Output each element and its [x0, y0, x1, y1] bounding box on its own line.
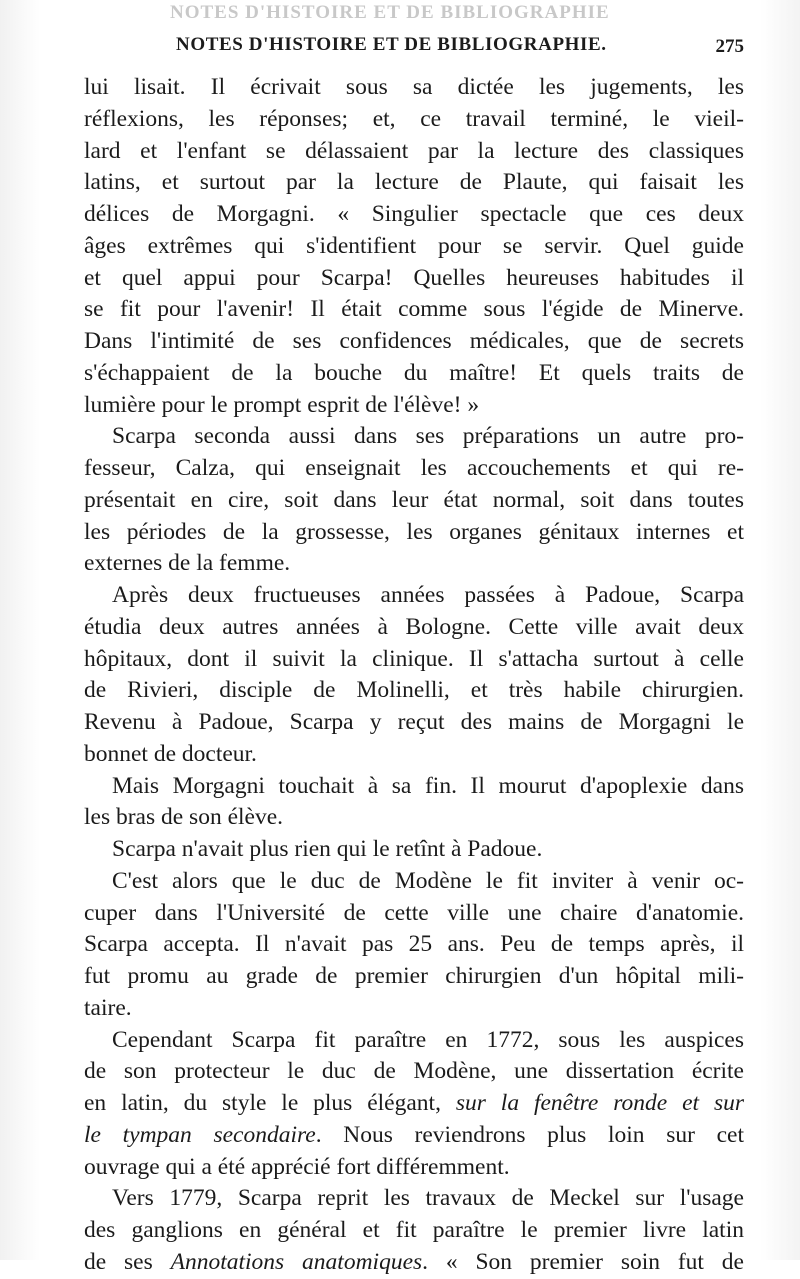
italic-title: Annotations anatomiques [170, 1248, 423, 1275]
text-line: lui lisait. Il écrivait sous sa dictée les jugements, les [84, 74, 744, 100]
text-line: étudia deux autres années à Bologne. Cette ville avait deux [84, 613, 744, 640]
text-line: délices de Morgagni. « Singulier spectacle que ces deux [84, 201, 744, 227]
text-line: ouvrage qui a été apprécié fort différemment. [84, 1153, 510, 1180]
line-text: . Nous reviendrons plus loin sur cet [315, 1121, 744, 1148]
text-line: bonnet de docteur. [84, 740, 257, 767]
text-line: les périodes de la grossesse, les organes génitaux internes et [84, 518, 744, 545]
text-line: de son protecteur le duc de Modène, une dissertation écrite [84, 1058, 744, 1085]
text-line: taire. [84, 994, 132, 1021]
text-line: Après deux fructueuses années passées à Padoue, Scarpa [112, 582, 744, 608]
text-line: Scarpa accepta. Il n'avait pas 25 ans. Peu de temps après, il [84, 931, 744, 958]
text-line: hôpitaux, dont il suivit la clinique. Il s'attacha surtout à celle [84, 645, 744, 672]
italic-title: le tympan secondaire [84, 1121, 316, 1148]
text-line: externes de la femme. [84, 550, 291, 577]
text-line [84, 1247, 744, 1279]
text-line: C'est alors que le duc de Modène le fit inviter à venir oc- [112, 867, 744, 894]
text-line: lumière pour le prompt esprit de l'élève! » [84, 391, 480, 418]
line-text: en latin, du style le plus élégant, [84, 1090, 456, 1116]
text-line: de Rivieri, disciple de Molinelli, et très habile chirurgien. [84, 677, 744, 704]
text-line [84, 1120, 744, 1152]
line-text: . « Son premier soin fut de [422, 1248, 744, 1275]
page-number: 275 [715, 36, 744, 57]
text-line: Scarpa seconda aussi dans ses préparations un autre pro- [112, 423, 744, 450]
body-text [84, 72, 744, 1279]
bleed-through-text: NOTES D'HISTOIRE ET DE BIBLIOGRAPHIE [170, 2, 610, 23]
text-line: Scarpa n'avait plus rien qui le retînt à Padoue. [112, 836, 543, 862]
italic-title: sur la fenêtre ronde et sur [455, 1090, 744, 1116]
text-line: s'échappaient de la bouche du maître! Et quels traits de [84, 359, 744, 386]
text-line: Revenu à Padoue, Scarpa y reçut des mains de Morgagni le [84, 709, 744, 735]
line-text: de ses [84, 1248, 171, 1275]
text-line: réflexions, les réponses; et, ce travail terminé, le vieil- [84, 105, 744, 132]
text-line: fesseur, Calza, qui enseignait les accouchements et qui re- [84, 455, 744, 481]
text-line: Mais Morgagni touchait à sa fin. Il mourut d'apoplexie dans [112, 772, 744, 799]
text-line: cuper dans l'Université de cette ville une chaire d'anatomie. [84, 899, 744, 926]
text-line: Dans l'intimité de ses confidences médicales, que de secrets [84, 328, 744, 354]
text-line: présentait en cire, soit dans leur état normal, soit dans toutes [84, 486, 744, 513]
text-line: Cependant Scarpa fit paraître en 1772, sous les auspices [112, 1026, 744, 1053]
text-line: lard et l'enfant se délassaient par la lecture des classiques [84, 137, 744, 164]
text-line: Vers 1779, Scarpa reprit les travaux de Meckel sur l'usage [112, 1185, 744, 1212]
text-line [84, 1088, 744, 1120]
text-line: les bras de son élève. [84, 804, 284, 831]
text-line: des ganglions en général et fit paraître le premier livre latin [84, 1217, 744, 1243]
text-line: et quel appui pour Scarpa! Quelles heureuses habitudes il [84, 264, 744, 291]
text-line: latins, et surtout par la lecture de Plaute, qui faisait les [84, 169, 744, 196]
text-line: âges extrêmes qui s'identifient pour se servir. Quel guide [84, 232, 744, 259]
page-header [84, 34, 744, 62]
text-line: se fit pour l'avenir! Il était comme sous l'égide de Minerve. [84, 296, 744, 323]
running-head: NOTES D'HISTOIRE ET DE BIBLIOGRAPHIE. [176, 34, 607, 55]
text-line: fut promu au grade de premier chirurgien d'un hôpital mili- [84, 963, 744, 989]
